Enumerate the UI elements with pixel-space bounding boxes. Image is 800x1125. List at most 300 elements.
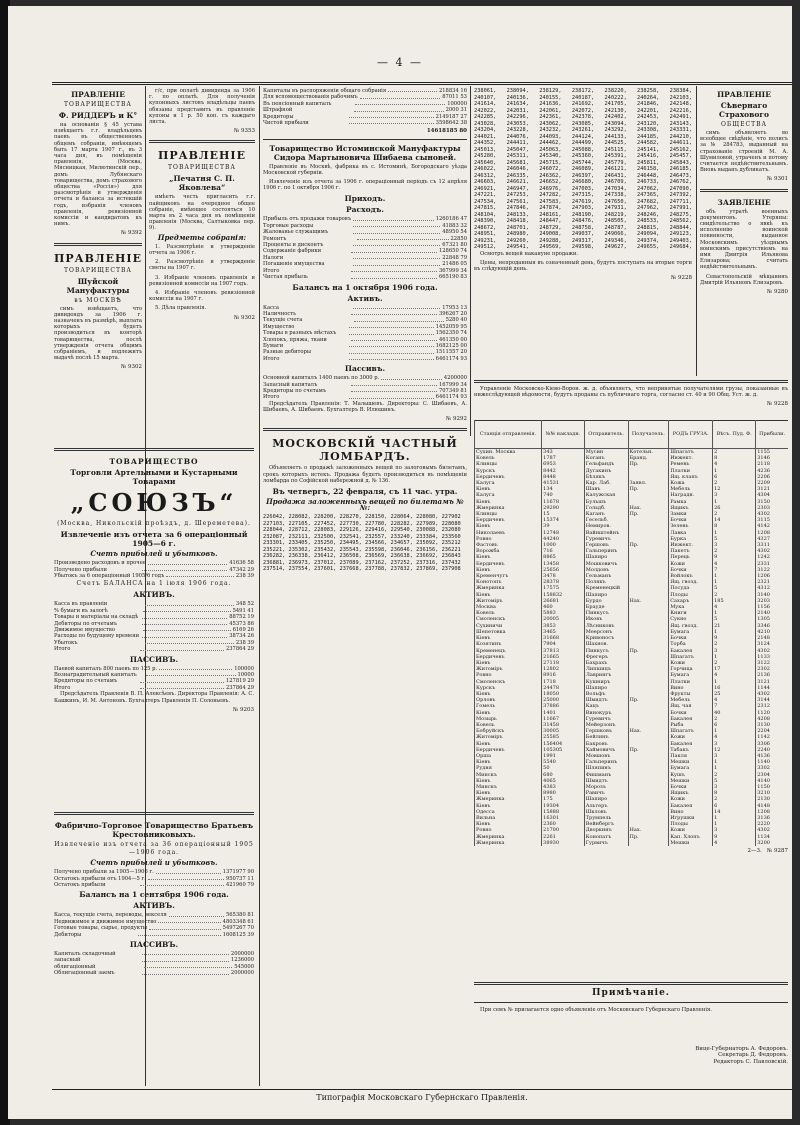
ticket-number: 247846, [506, 205, 529, 211]
ticket-number: 243094, [604, 120, 627, 127]
table-cell: 7 [713, 703, 756, 709]
table-cell: Конотопъ [475, 579, 542, 585]
table-cell: 4208 [756, 716, 788, 722]
ledger-value: 1260186 47 [435, 216, 467, 223]
ledger-label: Налоги [263, 254, 284, 261]
ticket-number: 245063, [539, 146, 562, 153]
table-cell: 3 [713, 827, 756, 833]
divider [263, 428, 467, 431]
table-header-cell: №№ накладн. [542, 420, 585, 449]
ticket-number: 242072, [571, 107, 595, 114]
table-cell: 12 [713, 747, 756, 753]
table-cell: 30005 [542, 728, 585, 734]
table-cell: 38930 [542, 840, 585, 846]
ticket-number: 242402, [604, 114, 627, 120]
table-cell: Бакалея [669, 741, 713, 747]
table-cell: Ковель [475, 455, 542, 461]
table-cell: Шавъ [584, 486, 628, 492]
table-cell: 3 [713, 492, 756, 498]
ticket-number: 238220, [604, 88, 627, 94]
table-cell: 3122 [756, 567, 788, 573]
table-cell: 15374 [542, 517, 585, 523]
ticket-line: 235221, 235302, 235432, 235543, 235598, 236046, 236156, 236221 [263, 546, 461, 553]
freight-table-body [475, 449, 789, 847]
table-cell: Фрукты [669, 691, 713, 697]
table-cell: 12 [713, 486, 756, 492]
ticket-number: 246762, [669, 179, 692, 185]
table-cell: 14 [713, 809, 756, 815]
table-cell: Книги [669, 610, 713, 616]
table-cell: Кіевъ [475, 778, 542, 784]
table-cell: Мошковичъ [584, 561, 628, 567]
krestovnikov-balance-title: Балансъ на 1 сентября 1906 года. [79, 890, 229, 900]
table-header-cell: РОДЪ ГРУЗА. [669, 420, 713, 449]
leader-dots [349, 349, 433, 353]
ledger-row [54, 646, 254, 652]
ticket-number: 246473, [669, 172, 692, 179]
table-cell: Ковель [475, 722, 542, 728]
ticket-number: 248246, [637, 211, 660, 218]
ticket-number: 248104, [474, 211, 497, 218]
table-cell: 2130 [756, 796, 788, 802]
table-header-cell: Получатель. [628, 420, 669, 449]
table-cell: Курскъ [475, 468, 542, 474]
table-cell: 2261 [542, 834, 585, 840]
ticket-number: 246362, [539, 172, 562, 179]
ticket-line: 227103, 227105, 227452, 227730, 227780, 228282, 227989, 228080 [263, 520, 461, 527]
ticket-number: 248161, [539, 211, 562, 218]
ledger-label: Содержаніе фабрики [263, 248, 322, 255]
krestovnikov-passiv-title: ПАССИВЪ. [129, 940, 179, 950]
table-cell: Липшицъ [584, 666, 628, 672]
table-cell: Табакъ [669, 747, 713, 753]
ticket-number-grid [474, 88, 692, 251]
ledger-label: Бумаги [263, 342, 284, 349]
table-cell: 8448 [542, 474, 585, 480]
table-cell: Кожи [669, 827, 713, 833]
table-cell: 4 [713, 734, 756, 740]
ledger-value: 10000 [237, 672, 255, 679]
ledger-value: 1452059 95 [435, 323, 468, 330]
table-cell: 9 [713, 635, 756, 641]
table-cell: 4302 [756, 648, 788, 654]
table-cell: 39 [542, 523, 585, 529]
table-cell: Полякъ [584, 579, 628, 585]
ticket-number: 248729, [539, 224, 562, 231]
table-cell: Ящикъ [669, 505, 713, 511]
table-cell: 26681 [542, 598, 585, 604]
table-cell: Вино [669, 685, 713, 691]
ticket-number: 247534, [474, 198, 497, 205]
table-cell: 1144 [756, 685, 788, 691]
shuya-notice [54, 252, 142, 371]
table-cell: Мебель [669, 697, 713, 703]
table-cell: Ящ. клапъ [669, 474, 713, 480]
table-cell: 3121 [756, 679, 788, 685]
ticket-number: 245391, [604, 153, 627, 159]
krestovnikov-pl-rows [54, 869, 254, 888]
ticket-number: 246680, [571, 179, 595, 185]
table-cell: 25585 [542, 734, 585, 740]
spacer [474, 1016, 788, 1046]
table-cell: Пр. [628, 747, 669, 753]
table-cell: Бульшъ [584, 499, 628, 505]
ticket-number: 242201, [637, 107, 660, 114]
table-cell: 21700 [542, 827, 585, 833]
table-cell: 2 [713, 796, 756, 802]
table-cell: 4 [713, 461, 756, 467]
leader-dots [349, 330, 433, 334]
freight-table-header [475, 420, 789, 449]
table-cell: Плоды [669, 821, 713, 827]
soyuz-heading: ТОВАРИЩЕСТВО [109, 457, 199, 466]
ledger-label: Недвижимое и движимое имущество [54, 918, 157, 925]
shuya-subheading: ТОВАРИЩЕСТВА [64, 266, 132, 274]
ticket-number: 245457, [669, 153, 692, 159]
ridder-subheading: ТОВАРИЩЕСТВА [64, 101, 132, 108]
tickets-number: № 9228 [671, 275, 692, 282]
table-cell: Гельманъ [584, 573, 628, 579]
ticket-number: 240155, [539, 94, 562, 101]
table-cell: 1 [713, 654, 756, 660]
table-cell: Бурдо [584, 598, 628, 604]
table-cell: 2321 [756, 579, 788, 585]
ledger-value: 22850 [450, 235, 468, 242]
table-cell: 40 [713, 710, 756, 716]
table-cell: 4 [713, 604, 756, 610]
table-cell: Шпагатъ [669, 654, 713, 660]
ticket-number: 247991, [669, 205, 692, 211]
ticket-number: 240107, [474, 94, 497, 101]
soyuz-title: Торговли Артельными и Кустарными Товарами [70, 468, 238, 486]
table-cell: 2220 [756, 821, 788, 827]
table-cell: 2304 [756, 772, 788, 778]
ledger-value: 6169 26 [232, 627, 255, 634]
table-cell: Бакровъ [584, 741, 628, 747]
table-cell: 20005 [542, 616, 585, 622]
table-cell: 8 [713, 523, 756, 529]
table-cell: Заявл. [628, 480, 669, 486]
table-cell: 716 [542, 548, 585, 554]
ledger-value: 5280 40 [445, 317, 468, 324]
table-cell: 1 [713, 679, 756, 685]
ledger-value: 100000 [234, 665, 254, 672]
krestovnikov-aktiv-rows [54, 912, 254, 938]
ledger-row [54, 573, 254, 579]
ticket-number: 248672, [474, 224, 497, 231]
table-cell: 2302 [756, 666, 788, 672]
table-cell: Бумага [669, 629, 713, 635]
soyuz-address: (Москва, Никольскій проѣздъ, д. Шереметева). [57, 520, 251, 527]
table-cell: Козятинъ [475, 641, 542, 647]
table-cell: Кіевъ [475, 660, 542, 666]
table-cell: Жмеринка [475, 585, 542, 591]
ledger-label: Чистая прибыль [263, 274, 308, 281]
ticket-number: 240187, [571, 94, 595, 101]
table-cell: Коганъ [584, 455, 628, 461]
table-cell: 2 [713, 548, 756, 554]
table-header-cell: Станція отправленія. [475, 420, 542, 449]
table-cell: 1133 [756, 654, 788, 660]
ledger-value: 21486 05 [442, 261, 468, 268]
ticket-number: 249569, [539, 244, 562, 250]
table-cell: 4136 [756, 753, 788, 759]
ticket-number: 241846, [637, 101, 660, 107]
krestovnikov-pl-title: Счетъ прибылей и убытковъ. [90, 858, 218, 867]
ledger-value: 2000000 [230, 970, 255, 977]
table-cell: Жмеринка [475, 840, 542, 846]
ticket-number: 242031, [506, 107, 529, 114]
table-cell: 28378 [542, 579, 585, 585]
ledger-label: Облигаціонный заемъ [54, 970, 115, 977]
divider [54, 812, 254, 815]
ticket-number: 248190, [571, 211, 595, 218]
ledger-value: 41636 58 [229, 560, 254, 567]
table-cell: Фастовъ [475, 542, 542, 548]
table-cell: 2 [713, 480, 756, 486]
table-cell: 3150 [756, 499, 788, 505]
table-cell: Бахрахъ [584, 660, 628, 666]
ticket-number: 247711, [669, 198, 692, 205]
ledger-label: Произведено расходовъ и прочее [54, 560, 146, 567]
ledger-label: Штрафной [263, 107, 293, 114]
ticket-number: 244499, [571, 140, 595, 146]
lombard-date: Въ четвергъ, 22 февраля, съ 11 час. утра. [272, 487, 458, 497]
railway-notice-text: Управленіе Московско-Кіево-Ворон. ж. д. объявляетъ, что непринятые получателями грузы, показанные въ нижеслѣдующей вѣдомости, будутъ проданы съ публичнаго торга, согласно ст. 40 и 90 Общ. Уст. ж. д. [474, 386, 788, 399]
freight-table [474, 420, 788, 846]
table-cell: Равичъ [584, 790, 628, 796]
ledger-value: 41883 32 [442, 222, 468, 229]
zayavlenie-text: объ утратѣ военныхъ документовъ. Утеряны: свидѣтельство о явкѣ къ исполненію воинской повинности, выданное Московскимъ уѣзднымъ воинскимъ присутствіемъ на имя Дмитрія Ильянова Елизарова; считать недѣйствительнымъ. [700, 208, 788, 271]
ledger-label: Основной капиталъ 1400 паевъ по 3000 р. [263, 375, 380, 382]
leader-dots [148, 560, 227, 564]
table-cell: 1787 [542, 455, 585, 461]
table-cell: 2 [713, 641, 756, 647]
table-cell: Вольфъ [584, 691, 628, 697]
table-cell: Житоміръ [475, 666, 542, 672]
ticket-number: 238061, [474, 88, 497, 94]
table-cell: Кременчугъ [475, 573, 542, 579]
ticket-number: 246976, [539, 185, 562, 192]
table-cell: Торба [669, 641, 713, 647]
table-cell: Брауде [584, 604, 628, 610]
table-cell: Шпагатъ [669, 449, 713, 456]
leader-dots [353, 255, 441, 259]
ledger-value: 5497267 70 [222, 925, 254, 932]
table-cell: Конопатъ [584, 834, 628, 840]
table-cell [628, 840, 669, 846]
primechanie-text: При семъ № прилагается одно объявленіе отъ Московскаго Губернскаго Правленія. [480, 1007, 712, 1013]
ledger-value: 38734 26 [229, 633, 255, 640]
table-cell: Бердичевъ [475, 747, 542, 753]
table-cell: 3302 [756, 765, 788, 771]
leader-dots [351, 268, 437, 272]
table-cell: Пакля [669, 753, 713, 759]
soyuz-name: „СОЮЗЪ“ [70, 488, 238, 517]
table-cell: Шпагатъ [669, 728, 713, 734]
railway-notice-number: № 9228 [767, 401, 788, 408]
leader-dots [142, 951, 228, 955]
ticket-number: 248980, [506, 231, 529, 237]
table-cell: Фрегеръ [584, 654, 628, 660]
table-cell: Гельфандъ [584, 461, 628, 467]
ledger-value: 2149187 27 [435, 113, 468, 120]
table-cell: 4327 [756, 536, 788, 542]
table-cell: 9 [713, 834, 756, 840]
ticket-number: 249094, [637, 231, 660, 237]
table-header-cell: Прибыли. [756, 420, 788, 449]
col3-total: 14618185 80 [426, 128, 467, 135]
table-cell: Наградн. [669, 492, 713, 498]
ticket-number: 245088, [571, 146, 595, 153]
ticket-number: 246947, [506, 185, 529, 192]
table-cell: 3121 [756, 486, 788, 492]
ticket-number: 246397, [571, 172, 595, 179]
krestovnikov-notice [54, 806, 254, 1031]
ticket-number: 238384, [669, 88, 692, 94]
table-cell: 4 [713, 561, 756, 567]
table-cell: 2140 [756, 610, 788, 616]
leader-dots [381, 375, 442, 379]
ticket-number: 242491, [669, 114, 692, 120]
ticket-number: 241636, [539, 101, 562, 107]
table-cell: 3140 [756, 592, 788, 598]
table-cell: Хаймовичъ [584, 747, 628, 753]
soyuz-passiv-rows [54, 666, 254, 692]
divider [263, 139, 467, 140]
table-cell: Кушъ [669, 772, 713, 778]
ledger-label: Итого [263, 267, 280, 274]
table-cell: Лаврингъ [584, 672, 628, 678]
table-cell: Мука [669, 604, 713, 610]
table-header-cell: Отправитель. [584, 420, 628, 449]
table-cell: Ворожба [475, 548, 542, 554]
table-cell: Молдовъ [584, 567, 628, 573]
ticket-row [474, 244, 692, 251]
lombard-text: Объявляетъ о продажѣ заложенныхъ вещей по залоговымъ билетамъ, срокъ которыхъ истекъ. Продажа будетъ производиться въ помѣщеніи ломбарда по Софійской набережной д. № 136. [263, 465, 467, 484]
table-cell: 1150 [756, 784, 788, 790]
ticket-number: 241705, [604, 101, 627, 107]
table-cell: 1 [713, 815, 756, 821]
railway-notice [474, 380, 788, 421]
ledger-row [54, 970, 254, 976]
table-cell: 5883 [542, 610, 585, 616]
ledger-value: 421960 79 [225, 882, 254, 889]
table-cell: 4065 [542, 778, 585, 784]
ledger-value: 47342 29 [229, 566, 255, 573]
table-cell: 134 [542, 486, 585, 492]
ticket-number: 242022, [474, 107, 497, 114]
table-cell: 3210 [756, 790, 788, 796]
divider [54, 448, 254, 451]
ledger-label: Запасный капиталъ [263, 381, 318, 388]
table-cell: Кременецкій [584, 585, 628, 591]
ledger-value: 237864 29 [225, 684, 254, 691]
ledger-value: 67321 80 [442, 242, 468, 249]
column-rule-4 [696, 86, 697, 376]
table-cell: Войлокъ [669, 573, 713, 579]
ticket-number: 241692, [571, 101, 595, 107]
table-cell: Посуда [669, 585, 713, 591]
shuya-text: симъ извѣщаетъ, что дивидендъ за 1906 г. назначенъ въ размѣрѣ, выплата которыхъ будетъ производиться въ конторѣ товарищества, послѣ утвержденія отчета общимъ собраніемъ, и подлежитъ выдачѣ послѣ 15 марта. [54, 305, 142, 362]
table-cell: Перець [669, 554, 713, 560]
table-cell: Кіевъ [475, 803, 542, 809]
table-cell: 2206 [756, 474, 788, 480]
ledger-label: Товары и матеріалы на складѣ [54, 614, 139, 621]
table-cell: 105305 [542, 747, 585, 753]
leader-dots [349, 324, 433, 328]
table-cell: Мусин [584, 449, 628, 456]
table-cell: 1305 [756, 616, 788, 622]
istomino-passiv-title: Пассивъ. [344, 364, 386, 374]
ticket-number: 245640, [474, 159, 497, 166]
ticket-number: 243120, [637, 120, 660, 127]
table-cell: Немиров. [584, 523, 628, 529]
table-cell: 17575 [542, 585, 585, 591]
ticket-number: 244411, [506, 140, 529, 146]
table-cell: 4312 [756, 585, 788, 591]
ticket-number: 243143, [669, 120, 692, 127]
table-cell: Вайнштейнъ [584, 530, 628, 536]
ticket-number: 244124, [571, 133, 595, 140]
table-cell: 3465 [542, 629, 585, 635]
ledger-label: Погашеніе имущества [263, 261, 325, 268]
lombard-sub: Продажа заложенныхъ вещей по билетамъ №№: [266, 497, 464, 513]
table-cell: 740 [542, 492, 585, 498]
ledger-label: запасный [54, 957, 81, 964]
ticket-number: 245715, [539, 159, 562, 166]
pechatnya-number: № 9302 [234, 314, 255, 321]
ticket-number: 243053, [506, 120, 529, 127]
lombard-heading: МОСКОВСКІЙ ЧАСТНЫЙ ЛОМБАРДЪ. [272, 437, 458, 464]
agenda-item: 4. Избраніе членовъ ревизіонной комиссіи на 1907 г. [149, 290, 255, 303]
primechanie-heading: Примѣчаніе. [592, 988, 670, 998]
leader-dots [355, 101, 445, 105]
table-cell: Ящ. гвозд. [669, 579, 713, 585]
table-cell: Иковъ [584, 616, 628, 622]
table-cell: 2 [713, 511, 756, 517]
table-cell: 4236 [756, 468, 788, 474]
table-cell: Сукно [669, 616, 713, 622]
ticket-number: 244582, [637, 140, 660, 146]
table-cell: Бердичевъ [475, 517, 542, 523]
table-cell: Жмеринка [475, 505, 542, 511]
ledger-label: Кредиторы по счетамъ [54, 678, 118, 685]
ledger-value: 1608125 39 [222, 931, 255, 938]
leader-dots [349, 356, 433, 360]
ticket-number: 247650, [604, 198, 627, 205]
table-cell: 1134 [756, 834, 788, 840]
shuya-heading: ПРАВЛЕНІЕ [54, 251, 142, 265]
tickets-note: Осмотръ вещей накануне продажи. [480, 250, 579, 257]
leader-dots [146, 672, 236, 676]
column-rule-3 [470, 86, 471, 436]
pechatnya-name: „Печатня С. П. Яковлева“ [169, 174, 235, 193]
table-cell: Пр. [628, 648, 669, 654]
ticket-number: 247931, [604, 205, 627, 211]
table-cell: 24478 [542, 685, 585, 691]
ticket-number: 249317, [571, 237, 595, 244]
table-cell: Мебель [669, 486, 713, 492]
table-cell: 25656 [542, 567, 585, 573]
table-cell: 8916 [542, 672, 585, 678]
table-cell: Одесса [475, 809, 542, 815]
table-cell: 16 [713, 685, 756, 691]
table-cell: 16301 [542, 815, 585, 821]
table-cell: 1206 [756, 573, 788, 579]
soyuz-signatures: Предсѣдатель Правленія В. П. Алексѣевъ. Директора Правленія: А. С. Кашкинъ, И. М. Антоновъ. Бухгалтеръ Правленія П. Соловьевъ. [54, 691, 254, 704]
table-cell: 2 [713, 592, 756, 598]
